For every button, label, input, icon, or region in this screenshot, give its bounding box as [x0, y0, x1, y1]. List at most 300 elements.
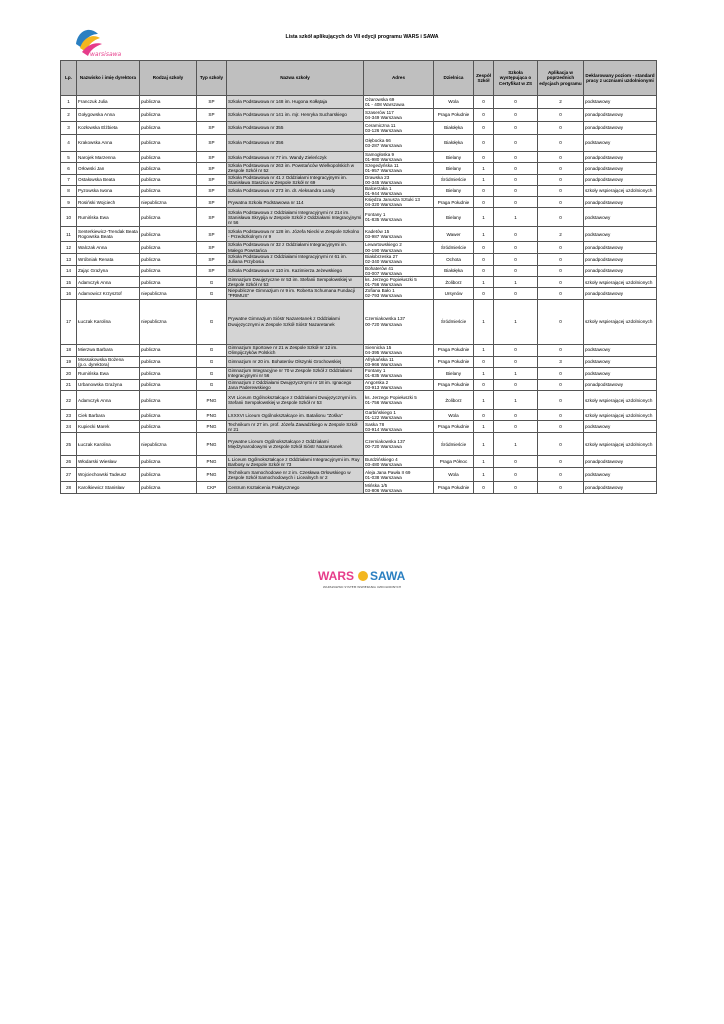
table-cell: Adamczyk Anna — [77, 391, 140, 410]
table-cell: Czerniakowska 137 00-720 Warszawa — [364, 299, 434, 344]
table-cell: 0 — [474, 135, 494, 152]
program-logo — [68, 22, 132, 64]
table-cell: 1 — [494, 299, 538, 344]
table-cell: Bielany — [434, 152, 474, 163]
table-cell: 0 — [474, 109, 494, 122]
table-cell: 5 — [61, 152, 77, 163]
table-cell: LXXXVI Liceum Ogólnokształcące im. Batalionu "Zośka" — [227, 410, 364, 421]
table-cell: Bielany — [434, 185, 474, 196]
table-cell: 1 — [474, 344, 494, 356]
table-cell: 0 — [494, 344, 538, 356]
table-cell: publiczna — [140, 456, 197, 468]
table-row — [61, 356, 657, 367]
table-cell: ponadpodstawowy — [584, 109, 657, 122]
table-cell: 0 — [494, 379, 538, 390]
table-cell: szkoły wspierającej uzdolnionych — [584, 299, 657, 344]
table-cell: Fontany 1 01-835 Warszawa — [364, 208, 434, 227]
table-cell: Czerniakowska 137 00-720 Warszawa — [364, 433, 434, 456]
table-row — [61, 468, 657, 482]
table-cell: Praga Południe — [434, 197, 474, 208]
table-cell: Wola — [434, 468, 474, 482]
table-cell: 14 — [61, 265, 77, 276]
table-cell: Bielany — [434, 208, 474, 227]
table-cell: 0 — [494, 410, 538, 421]
table-cell: Zając Grażyna — [77, 265, 140, 276]
table-cell: 0 — [538, 433, 584, 456]
table-cell: SP — [197, 96, 227, 109]
table-cell: 3 — [538, 356, 584, 367]
footer-logo-left: WARS — [318, 569, 354, 583]
table-cell: Zofiana Bało 1 02-793 Warszawa — [364, 288, 434, 299]
table-cell: SP — [197, 253, 227, 265]
table-cell: ponadpodstawowy — [584, 456, 657, 468]
table-row — [61, 253, 657, 265]
table-cell: podstawowy — [584, 344, 657, 356]
table-cell: 2 — [538, 227, 584, 242]
table-cell: 0 — [474, 242, 494, 253]
table-cell: ponadpodstawowy — [584, 152, 657, 163]
table-cell: Szkoła Podstawowa nr 141 im. mjr. Henryka Sucharskiego — [227, 109, 364, 122]
table-cell: Ursynów — [434, 288, 474, 299]
table-cell: 1 — [474, 174, 494, 185]
table-cell: 0 — [538, 135, 584, 152]
table-cell: SP — [197, 242, 227, 253]
table-cell: Adamczyk Anna — [77, 276, 140, 287]
table-cell: podstawowy — [584, 468, 657, 482]
table-cell: ponadpodstawowy — [584, 197, 657, 208]
table-cell: publiczna — [140, 174, 197, 185]
table-cell: SP — [197, 227, 227, 242]
table-cell: Szkoła Podstawowa nr 148 im. Hugona Kołłątaja — [227, 96, 364, 109]
table-cell: 0 — [494, 96, 538, 109]
table-cell: Fontany 1 01-835 Warszawa — [364, 367, 434, 379]
logo-sun-icon — [358, 571, 368, 581]
table-cell: 10 — [61, 208, 77, 227]
table-row — [61, 135, 657, 152]
table-cell: Białołęka — [434, 135, 474, 152]
table-row — [61, 276, 657, 287]
table-cell: Garbińskiego 1 01-122 Warszawa — [364, 410, 434, 421]
table-cell: Praga Północ — [434, 456, 474, 468]
table-cell: Szegedyńska 11 01-957 Warszawa — [364, 163, 434, 174]
table-cell: PNG — [197, 391, 227, 410]
table-cell: Adamowicz Krzysztof — [77, 288, 140, 299]
table-cell: Kozłowska Elżbieta — [77, 122, 140, 135]
table-cell: Bielany — [434, 163, 474, 174]
table-cell: Ceramiczna 11 03-126 Warszawa — [364, 122, 434, 135]
table-cell: 0 — [538, 152, 584, 163]
column-header: Aplikacja w poprzednich edycjach programu — [538, 61, 584, 96]
table-cell: Senterkiewicz-Trendak Beata Rogowska Beata — [77, 227, 140, 242]
table-cell: SP — [197, 197, 227, 208]
table-cell: 20 — [61, 367, 77, 379]
table-cell: 0 — [474, 253, 494, 265]
table-row — [61, 197, 657, 208]
table-cell: Szkoła Podstawowa nr 128 im. Józefa Niecki w Zespole Szkolno - Przedszkolnym nr 9 — [227, 227, 364, 242]
table-cell: G — [197, 299, 227, 344]
table-cell: Kadetów 15 03-987 Warszawa — [364, 227, 434, 242]
table-cell: 1 — [494, 367, 538, 379]
table-row — [61, 421, 657, 433]
table-cell: Bielany — [434, 367, 474, 379]
column-header: Nazwisko i imię dyrektora — [77, 61, 140, 96]
table-cell: SP — [197, 185, 227, 196]
document-title: Lista szkół aplikujących do VII edycji programu WARS i SAWA — [285, 34, 439, 40]
svg-text:warsisawa: warsisawa — [90, 51, 122, 58]
table-cell: 0 — [494, 421, 538, 433]
table-cell: 2 — [61, 109, 77, 122]
table-cell: Gimnazjum z Oddziałami Dwujęzycznymi nr 18 im. Ignacego Jana Paderewskiego — [227, 379, 364, 390]
table-cell: 0 — [538, 208, 584, 227]
table-cell: Szkoła Podstawowa nr 77 im. Wandy Zieleńczyk — [227, 152, 364, 163]
table-cell: SP — [197, 265, 227, 276]
table-cell: ponadpodstawowy — [584, 253, 657, 265]
table-cell: Praga Południe — [434, 344, 474, 356]
table-cell: Szkoła Podstawowa z Oddziałami Integracyjnymi nr 61 im. Juliana Przybosia — [227, 253, 364, 265]
table-cell: Narojek Marzenna — [77, 152, 140, 163]
table-cell: Ciek Barbara — [77, 410, 140, 421]
table-cell: 1 — [494, 433, 538, 456]
column-header: Dzielnica — [434, 61, 474, 96]
table-cell: 0 — [474, 356, 494, 367]
table-cell: Praga Południe — [434, 109, 474, 122]
table-cell: 1 — [474, 391, 494, 410]
table-cell: Księdza Janusza Sztuki 13 04-320 Warszawa — [364, 197, 434, 208]
table-cell: niepubliczna — [140, 197, 197, 208]
table-cell: 0 — [494, 109, 538, 122]
table-row — [61, 456, 657, 468]
table-cell: publiczna — [140, 135, 197, 152]
table-cell: publiczna — [140, 265, 197, 276]
table-cell: Ożarowska 69 01 - 408 Warszawa — [364, 96, 434, 109]
table-cell: G — [197, 367, 227, 379]
table-cell: SP — [197, 122, 227, 135]
table-cell: 0 — [538, 367, 584, 379]
table-cell: 1 — [474, 227, 494, 242]
table-cell: szkoły wspierającej uzdolnionych — [584, 185, 657, 196]
table-cell: G — [197, 276, 227, 287]
table-cell: 0 — [474, 379, 494, 390]
table-cell: ponadpodstawowy — [584, 379, 657, 390]
table-cell: Praga Południe — [434, 482, 474, 494]
table-cell: 17 — [61, 299, 77, 344]
table-cell: niepubliczna — [140, 433, 197, 456]
table-cell: SP — [197, 135, 227, 152]
table-cell: publiczna — [140, 410, 197, 421]
table-cell: szkoły wspierającej uzdolnionych — [584, 391, 657, 410]
table-cell: Praga Południe — [434, 379, 474, 390]
table-cell: publiczna — [140, 163, 197, 174]
table-cell: Prywatne Liceum Ogólnokształcące z Oddziałami Międzynarodowymi w Zespole Szkół Sióstr Nazaretanek — [227, 433, 364, 456]
table-cell: Wróbniak Renata — [77, 253, 140, 265]
table-row — [61, 96, 657, 109]
column-header: Szkoła występująca o Certyfikat w ZS — [494, 61, 538, 96]
table-cell: 1 — [474, 208, 494, 227]
table-cell: Szkoła Podstawowa nr 273 im. dr. Aleksandra Landy — [227, 185, 364, 196]
table-cell: publiczna — [140, 152, 197, 163]
table-cell: Ochota — [434, 253, 474, 265]
table-cell: PNG — [197, 468, 227, 482]
table-cell: Krakowska Anna — [77, 135, 140, 152]
table-cell: 1 — [474, 456, 494, 468]
table-cell: 1 — [474, 421, 494, 433]
table-cell: Burdzińskiego 4 03-480 Warszawa — [364, 456, 434, 468]
table-cell: publiczna — [140, 421, 197, 433]
table-cell: Śródmieście — [434, 433, 474, 456]
table-cell: 9 — [61, 197, 77, 208]
table-cell: 0 — [538, 421, 584, 433]
table-cell: CKP — [197, 482, 227, 494]
table-cell: szkoły wspierającej uzdolnionych — [584, 433, 657, 456]
table-row — [61, 482, 657, 494]
table-cell: 0 — [538, 253, 584, 265]
table-cell: 1 — [474, 163, 494, 174]
table-cell: 1 — [61, 96, 77, 109]
table-cell: Rosiński Wojciech — [77, 197, 140, 208]
schools-table — [60, 60, 657, 494]
table-cell: publiczna — [140, 367, 197, 379]
table-cell: Gimnazjum Sportowe nr 21 w Zespole Szkół nr 12 im. Olimpijczyków Polskich — [227, 344, 364, 356]
table-cell: Angorska 2 03-913 Warszawa — [364, 379, 434, 390]
table-cell: Łuczak Karolina — [77, 433, 140, 456]
table-cell: G — [197, 356, 227, 367]
table-cell: Żoliborz — [434, 276, 474, 287]
table-cell: ponadpodstawowy — [584, 163, 657, 174]
footer-logo-tagline: WARSZAWSKI SYSTEM WSPIERANIA UZDOLNIONYCH — [322, 585, 402, 589]
table-cell: SP — [197, 174, 227, 185]
table-cell: 0 — [538, 379, 584, 390]
table-cell: Wojciechowski Tadeusz — [77, 468, 140, 482]
table-cell: 25 — [61, 433, 77, 456]
table-cell: podstawowy — [584, 227, 657, 242]
table-cell: Ostałowska Beata — [77, 174, 140, 185]
table-cell: Śródmieście — [434, 174, 474, 185]
table-cell: Walczak Anna — [77, 242, 140, 253]
table-cell: Żoliborz — [434, 391, 474, 410]
table-cell: 0 — [494, 288, 538, 299]
table-cell: Prywatna Szkoła Podstawowa nr 114 — [227, 197, 364, 208]
table-cell: publiczna — [140, 482, 197, 494]
table-cell: Karolkiewicz Stanisław — [77, 482, 140, 494]
table-cell: 0 — [538, 185, 584, 196]
table-cell: 0 — [538, 109, 584, 122]
table-cell: publiczna — [140, 379, 197, 390]
table-cell: SP — [197, 208, 227, 227]
table-cell: 2 — [538, 96, 584, 109]
table-cell: 13 — [61, 253, 77, 265]
table-cell: Technikum Samochodowe nr 2 im. Czesława Orłowskiego w Zespole Szkół Samochodowych i Licealnych nr 2 — [227, 468, 364, 482]
table-cell: ponadpodstawowy — [584, 174, 657, 185]
table-cell: 27 — [61, 468, 77, 482]
table-cell: ponadpodstawowy — [584, 242, 657, 253]
table-cell: 6 — [61, 163, 77, 174]
table-cell: 16 — [61, 288, 77, 299]
table-row — [61, 288, 657, 299]
table-cell: publiczna — [140, 227, 197, 242]
table-row — [61, 185, 657, 196]
table-cell: 0 — [538, 288, 584, 299]
table-cell: publiczna — [140, 253, 197, 265]
table-cell: 0 — [538, 276, 584, 287]
table-cell: SP — [197, 152, 227, 163]
table-cell: 22 — [61, 391, 77, 410]
column-header: Rodzaj szkoły — [140, 61, 197, 96]
table-cell: publiczna — [140, 122, 197, 135]
table-cell: Mierzwa Barbara — [77, 344, 140, 356]
table-cell: 0 — [538, 391, 584, 410]
table-cell: 26 — [61, 456, 77, 468]
table-cell: Rumińska Ewa — [77, 367, 140, 379]
table-cell: Prywatne Gimnazjum Sióstr Nazaretanek z Oddziałami Dwujęzycznymi w Zespole Szkół Sióstr Nazaretanek — [227, 299, 364, 344]
table-cell: 0 — [538, 242, 584, 253]
table-cell: PNG — [197, 433, 227, 456]
table-cell: 1 — [474, 276, 494, 287]
table-cell: 0 — [538, 265, 584, 276]
table-cell: Wawer — [434, 227, 474, 242]
table-row — [61, 391, 657, 410]
column-header: Zespół Szkół — [474, 61, 494, 96]
table-cell: 0 — [494, 122, 538, 135]
table-row — [61, 344, 657, 356]
table-cell: 1 — [474, 433, 494, 456]
table-cell: Franczuk Julia — [77, 96, 140, 109]
table-row — [61, 109, 657, 122]
table-cell: 0 — [474, 96, 494, 109]
table-cell: 7 — [61, 174, 77, 185]
table-cell: podstawowy — [584, 135, 657, 152]
table-cell: Samogłoska 9 01-980 Warszawa — [364, 152, 434, 163]
table-cell: Mossakowska Bożena (p.o. dyrektora) — [77, 356, 140, 367]
table-cell: Szkoła Podstawowa nr 355 — [227, 122, 364, 135]
table-cell: publiczna — [140, 391, 197, 410]
table-cell: Orłowski Jan — [77, 163, 140, 174]
table-header-row — [61, 61, 657, 96]
table-cell: Szkoła Podstawowa nr 263 im. Powstańców Wielkopolskich w Zespole Szkół nr 52 — [227, 163, 364, 174]
table-cell: Wola — [434, 96, 474, 109]
table-cell: 0 — [474, 410, 494, 421]
table-cell: publiczna — [140, 109, 197, 122]
table-cell: 0 — [494, 253, 538, 265]
table-cell: ks. Jerzego Popiełuszki 5 01-756 Warszawa — [364, 391, 434, 410]
table-cell: 1 — [494, 276, 538, 287]
table-cell: 0 — [494, 135, 538, 152]
table-cell: Niepubliczne Gimnazjum nr 9 im. Roberta Schumana Fundacji "PRIMUS" — [227, 288, 364, 299]
table-cell: 0 — [474, 197, 494, 208]
table-cell: 0 — [474, 185, 494, 196]
table-cell: Białołęka — [434, 122, 474, 135]
table-cell: 0 — [474, 288, 494, 299]
table-row — [61, 433, 657, 456]
table-cell: podstawowy — [584, 208, 657, 227]
table-cell: 0 — [494, 265, 538, 276]
table-cell: 0 — [494, 482, 538, 494]
table-cell: 1 — [474, 299, 494, 344]
table-cell: 0 — [494, 152, 538, 163]
table-cell: Śródmieście — [434, 299, 474, 344]
table-cell: 0 — [474, 482, 494, 494]
table-cell: Szkoła Podstawowa nr 41 z Oddziałami Integracyjnymi im. Stanisława Staszica w Zespole Szkół nr 69 — [227, 174, 364, 185]
wars-i-sawa-footer-logo — [300, 566, 424, 592]
table-cell: Szaserów 117 04-349 Warszawa — [364, 109, 434, 122]
table-cell: 0 — [474, 122, 494, 135]
table-cell: Włodarski Wiesław — [77, 456, 140, 468]
table-cell: Kupiecki Marek — [77, 421, 140, 433]
table-cell: Siennicka 15 04-395 Warszawa — [364, 344, 434, 356]
table-cell: Łuczak Karolina — [77, 299, 140, 344]
table-row — [61, 299, 657, 344]
table-row — [61, 227, 657, 242]
table-cell: Szkoła Podstawowa nr 32 z Oddziałami Integracyjnymi im. Małego Powstańca — [227, 242, 364, 253]
table-cell: Afrykańska 11 03-966 Warszawa — [364, 356, 434, 367]
table-cell: PNG — [197, 456, 227, 468]
table-cell: 1 — [494, 208, 538, 227]
table-cell: 0 — [494, 468, 538, 482]
table-cell: 0 — [494, 185, 538, 196]
table-cell: Saska 78 03-914 Warszawa — [364, 421, 434, 433]
table-cell: 24 — [61, 421, 77, 433]
table-cell: 8 — [61, 185, 77, 196]
table-cell: publiczna — [140, 468, 197, 482]
table-cell: 4 — [61, 135, 77, 152]
column-header: Adres — [364, 61, 434, 96]
table-cell: Gimnazjum Integracyjne nr 70 w Zespole Szkół z Oddziałami Integracyjnymi nr 56 — [227, 367, 364, 379]
table-cell: 0 — [494, 174, 538, 185]
table-cell: 0 — [494, 456, 538, 468]
table-cell: 0 — [474, 152, 494, 163]
table-row — [61, 242, 657, 253]
table-cell: publiczna — [140, 344, 197, 356]
table-cell: 0 — [494, 227, 538, 242]
column-header: Deklarowany poziom - standard pracy z uczniami uzdolnionymi — [584, 61, 657, 96]
table-cell: 0 — [538, 197, 584, 208]
table-cell: Praga Południe — [434, 356, 474, 367]
table-cell: 1 — [494, 391, 538, 410]
table-cell: 0 — [538, 410, 584, 421]
table-cell: 15 — [61, 276, 77, 287]
table-cell: Drawska 23 00-345 Warszawa — [364, 174, 434, 185]
table-cell: Śródmieście — [434, 242, 474, 253]
table-cell: publiczna — [140, 208, 197, 227]
table-cell: ponadpodstawowy — [584, 288, 657, 299]
table-row — [61, 265, 657, 276]
table-cell: G — [197, 344, 227, 356]
table-cell: 0 — [538, 122, 584, 135]
table-cell: 23 — [61, 410, 77, 421]
table-cell: Urbanowska Grażyna — [77, 379, 140, 390]
table-cell: 0 — [494, 356, 538, 367]
table-cell: 3 — [61, 122, 77, 135]
table-cell: 19 — [61, 356, 77, 367]
table-cell: podstawowy — [584, 356, 657, 367]
table-cell: publiczna — [140, 242, 197, 253]
table-cell: ponadpodstawowy — [584, 482, 657, 494]
table-row — [61, 379, 657, 390]
table-cell: Szkoła Podstawowa nr 110 im. Kazimierza Jeżewskiego — [227, 265, 364, 276]
table-cell: 0 — [494, 242, 538, 253]
column-header: Lp. — [61, 61, 77, 96]
table-cell: Mińska 1/5 03-806 Warszawa — [364, 482, 434, 494]
table-cell: 0 — [494, 197, 538, 208]
table-row — [61, 208, 657, 227]
table-cell: PNG — [197, 410, 227, 421]
table-cell: podstawowy — [584, 367, 657, 379]
table-cell: Praga Południe — [434, 421, 474, 433]
table-cell: 1 — [474, 367, 494, 379]
table-cell: G — [197, 379, 227, 390]
table-cell: ks. Jerzego Popiełuszki 5 01-756 Warszawa — [364, 276, 434, 287]
table-cell: publiczna — [140, 96, 197, 109]
table-cell: 18 — [61, 344, 77, 356]
